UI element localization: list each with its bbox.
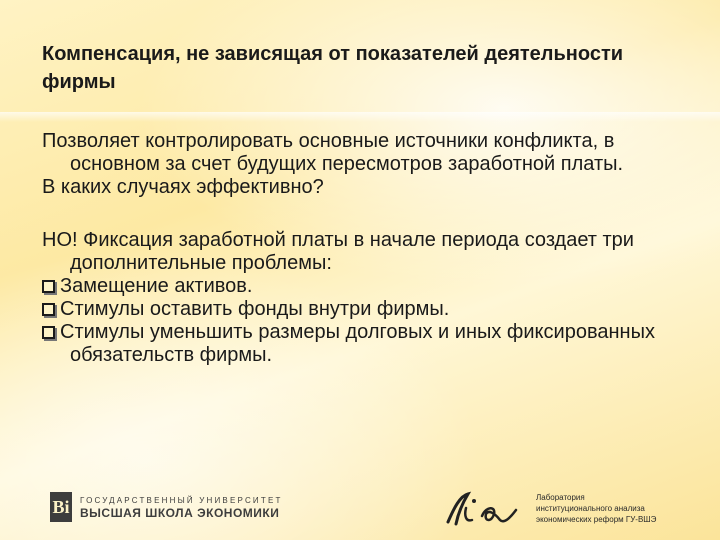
slide-title: Компенсация, не зависящая от показателей деятельности фирмы [42, 43, 624, 93]
bullet-text: Стимулы оставить фонды внутри фирмы. [60, 298, 450, 320]
paragraph-control: Позволяет контролировать основные источники конфликта, в основном за счет будущих пересмотров заработной платы. [42, 130, 624, 175]
lab-logo [444, 488, 656, 528]
checkbox-bullet-icon [42, 303, 55, 316]
warning-text: Фиксация заработной платы в начале периода создает три дополнительные проблемы: [70, 229, 634, 274]
checkbox-bullet-icon [42, 280, 55, 293]
lab-signature-icon [444, 488, 526, 528]
university-logo [50, 492, 283, 522]
university-name [80, 495, 283, 520]
university-line-1: ГОСУДАРСТВЕННЫЙ УНИВЕРСИТЕТ [80, 495, 283, 505]
paragraph-warning [42, 229, 692, 275]
bullet-text: Замещение активов. [60, 275, 253, 297]
hse-logo-icon: Ві [50, 492, 72, 522]
spacer [42, 199, 692, 229]
title-divider [0, 112, 720, 122]
lab-name [536, 492, 656, 525]
bullet-item [42, 275, 692, 298]
paragraph-question: В каких случаях эффективно? [42, 176, 324, 198]
slide-content [42, 130, 692, 367]
bullet-item [42, 298, 692, 321]
lab-line-3: экономических реформ ГУ-ВШЭ [536, 514, 657, 524]
warning-lead: НО! [42, 229, 78, 251]
lab-line-1: Лаборатория [536, 492, 585, 502]
bullet-item [42, 321, 692, 367]
university-line-2: ВЫСШАЯ ШКОЛА ЭКОНОМИКИ [80, 505, 280, 520]
bullet-text: Стимулы уменьшить размеры долговых и иных фиксированных обязательств фирмы. [60, 321, 655, 366]
lab-line-2: институционального анализа [536, 503, 645, 513]
checkbox-bullet-icon [42, 326, 55, 339]
